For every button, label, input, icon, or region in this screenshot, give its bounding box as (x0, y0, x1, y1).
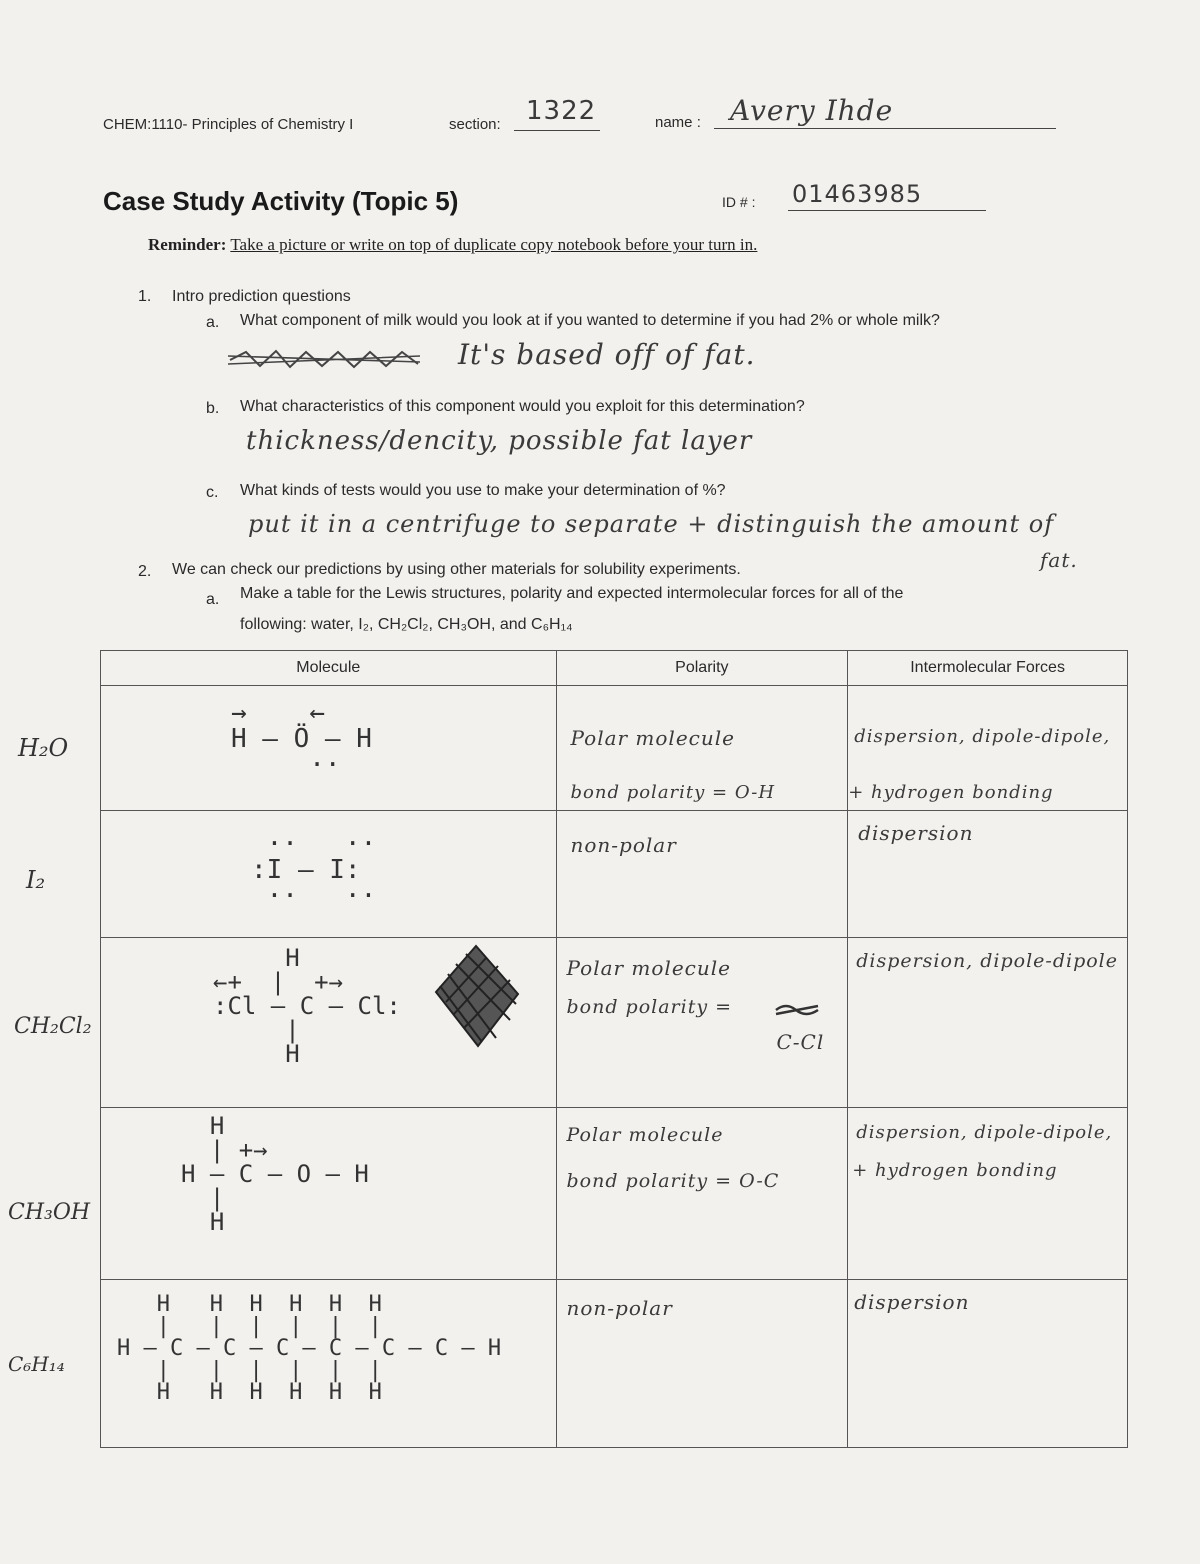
q1b-text: What characteristics of this component would you exploit for this determination? (240, 398, 805, 415)
polarity-text: bond polarity = (566, 996, 733, 1018)
forces-text: dispersion, dipole-dipole, (856, 1122, 1113, 1143)
lewis-structure: ·· ·· :I – I: ·· ·· (251, 829, 377, 911)
q1-heading: Intro prediction questions (172, 288, 351, 305)
course-name: CHEM:1110- Principles of Chemistry I (103, 116, 354, 133)
molecule-cell[interactable] (101, 686, 557, 811)
id-value[interactable]: 01463985 (792, 180, 923, 208)
molecule-cell[interactable] (101, 938, 557, 1108)
table-row (101, 686, 1128, 811)
forces-text: dispersion, dipole-dipole, (854, 726, 1111, 747)
molecule-cell[interactable] (101, 1108, 557, 1280)
polarity-text: C-Cl (776, 1030, 825, 1054)
q2-number: 2. (138, 563, 152, 580)
header-molecule: Molecule (101, 651, 557, 686)
molecule-label: C₆H₁₄ (8, 1352, 65, 1376)
molecule-label: CH₃OH (8, 1200, 91, 1225)
q1-number: 1. (138, 288, 152, 305)
polarity-cell[interactable] (556, 811, 848, 938)
polarity-cell[interactable] (556, 1108, 848, 1280)
molecule-label: CH₂Cl₂ (14, 1014, 92, 1039)
lewis-structure: H ←+ | +→ :Cl – C – Cl: | H (213, 944, 401, 1068)
crossed-out-scribble (226, 346, 422, 372)
q1b-letter: b. (206, 400, 220, 417)
name-underline (714, 128, 1056, 129)
table-row (101, 1280, 1128, 1448)
q1c-answer-line1[interactable]: put it in a centrifuge to separate + distinguish the amount of (248, 510, 1055, 538)
header-polarity: Polarity (556, 651, 848, 686)
header-forces: Intermolecular Forces (848, 651, 1128, 686)
q1c-answer-line2[interactable]: fat. (1040, 548, 1078, 572)
q1c-letter: c. (206, 484, 219, 501)
table-header-row (101, 651, 1128, 686)
q1b-answer[interactable]: thickness/dencity, possible fat layer (246, 426, 753, 456)
molecule-label: I₂ (26, 866, 46, 894)
name-label: name : (655, 114, 701, 131)
lewis-structure: H H H H H H | | | | | | H – C – C – C – C – C – C – H | | | | | | H H H H H H (117, 1292, 502, 1405)
table-row (101, 1108, 1128, 1280)
forces-cell[interactable] (848, 1280, 1128, 1448)
polarity-text: bond polarity = O-C (566, 1170, 780, 1192)
q1a-letter: a. (206, 314, 220, 331)
forces-cell[interactable] (848, 686, 1128, 811)
table-row (101, 811, 1128, 938)
name-value[interactable]: Avery Ihde (730, 94, 894, 127)
polarity-cell[interactable] (556, 938, 848, 1108)
q2a-text-line1: Make a table for the Lewis structures, polarity and expected intermolecular forces for all of the (240, 585, 904, 602)
molecule-cell[interactable] (101, 811, 557, 938)
lewis-structure: H | +→ H – C – O – H | H (181, 1112, 369, 1236)
molecule-cell[interactable] (101, 1280, 557, 1448)
crossed-out-scribble (772, 1000, 822, 1020)
reminder-label: Reminder: (148, 235, 227, 254)
forces-text: dispersion (854, 1290, 970, 1314)
section-label: section: (449, 116, 501, 133)
polarity-cell[interactable] (556, 1280, 848, 1448)
polarity-text: non-polar (566, 1296, 673, 1320)
polarity-text: bond polarity = O-H (570, 782, 776, 803)
lewis-structure-table (100, 650, 1128, 1448)
molecule-label: H₂O (18, 734, 69, 762)
q2a-letter: a. (206, 591, 220, 608)
polarity-text: Polar molecule (566, 1124, 724, 1146)
q2-heading: We can check our predictions by using other materials for solubility experiments. (172, 561, 741, 578)
forces-text: dispersion, dipole-dipole (856, 950, 1119, 972)
q2a-text-line2: following: water, I₂, CH₂Cl₂, CH₃OH, and C₆H₁₄ (240, 616, 573, 633)
reminder-text: Take a picture or write on top of duplicate copy notebook before your turn in. (230, 235, 758, 254)
forces-text: + hydrogen bonding (848, 782, 1054, 803)
forces-text: + hydrogen bonding (852, 1160, 1058, 1181)
forces-text: dispersion (858, 821, 974, 845)
q1a-answer[interactable]: It's based off of fat. (458, 338, 756, 371)
forces-cell[interactable] (848, 1108, 1128, 1280)
section-value[interactable]: 1322 (526, 96, 597, 126)
table-row (101, 938, 1128, 1108)
forces-cell[interactable] (848, 811, 1128, 938)
lewis-structure: → ← H – Ö – H ·· (231, 698, 372, 780)
polarity-text: Polar molecule (566, 956, 731, 980)
q1c-text: What kinds of tests would you use to make your determination of %? (240, 482, 726, 499)
id-label: ID # : (722, 194, 756, 210)
forces-cell[interactable] (848, 938, 1128, 1108)
id-underline (788, 210, 986, 211)
polarity-cell[interactable] (556, 686, 848, 811)
crossed-out-scribble (426, 942, 526, 1052)
polarity-text: non-polar (570, 833, 677, 857)
reminder (148, 235, 757, 255)
section-underline (514, 130, 600, 131)
polarity-text: Polar molecule (570, 726, 735, 750)
q1a-text: What component of milk would you look at if you wanted to determine if you had 2% or whole milk? (240, 312, 940, 329)
page-title: Case Study Activity (Topic 5) (103, 186, 459, 216)
